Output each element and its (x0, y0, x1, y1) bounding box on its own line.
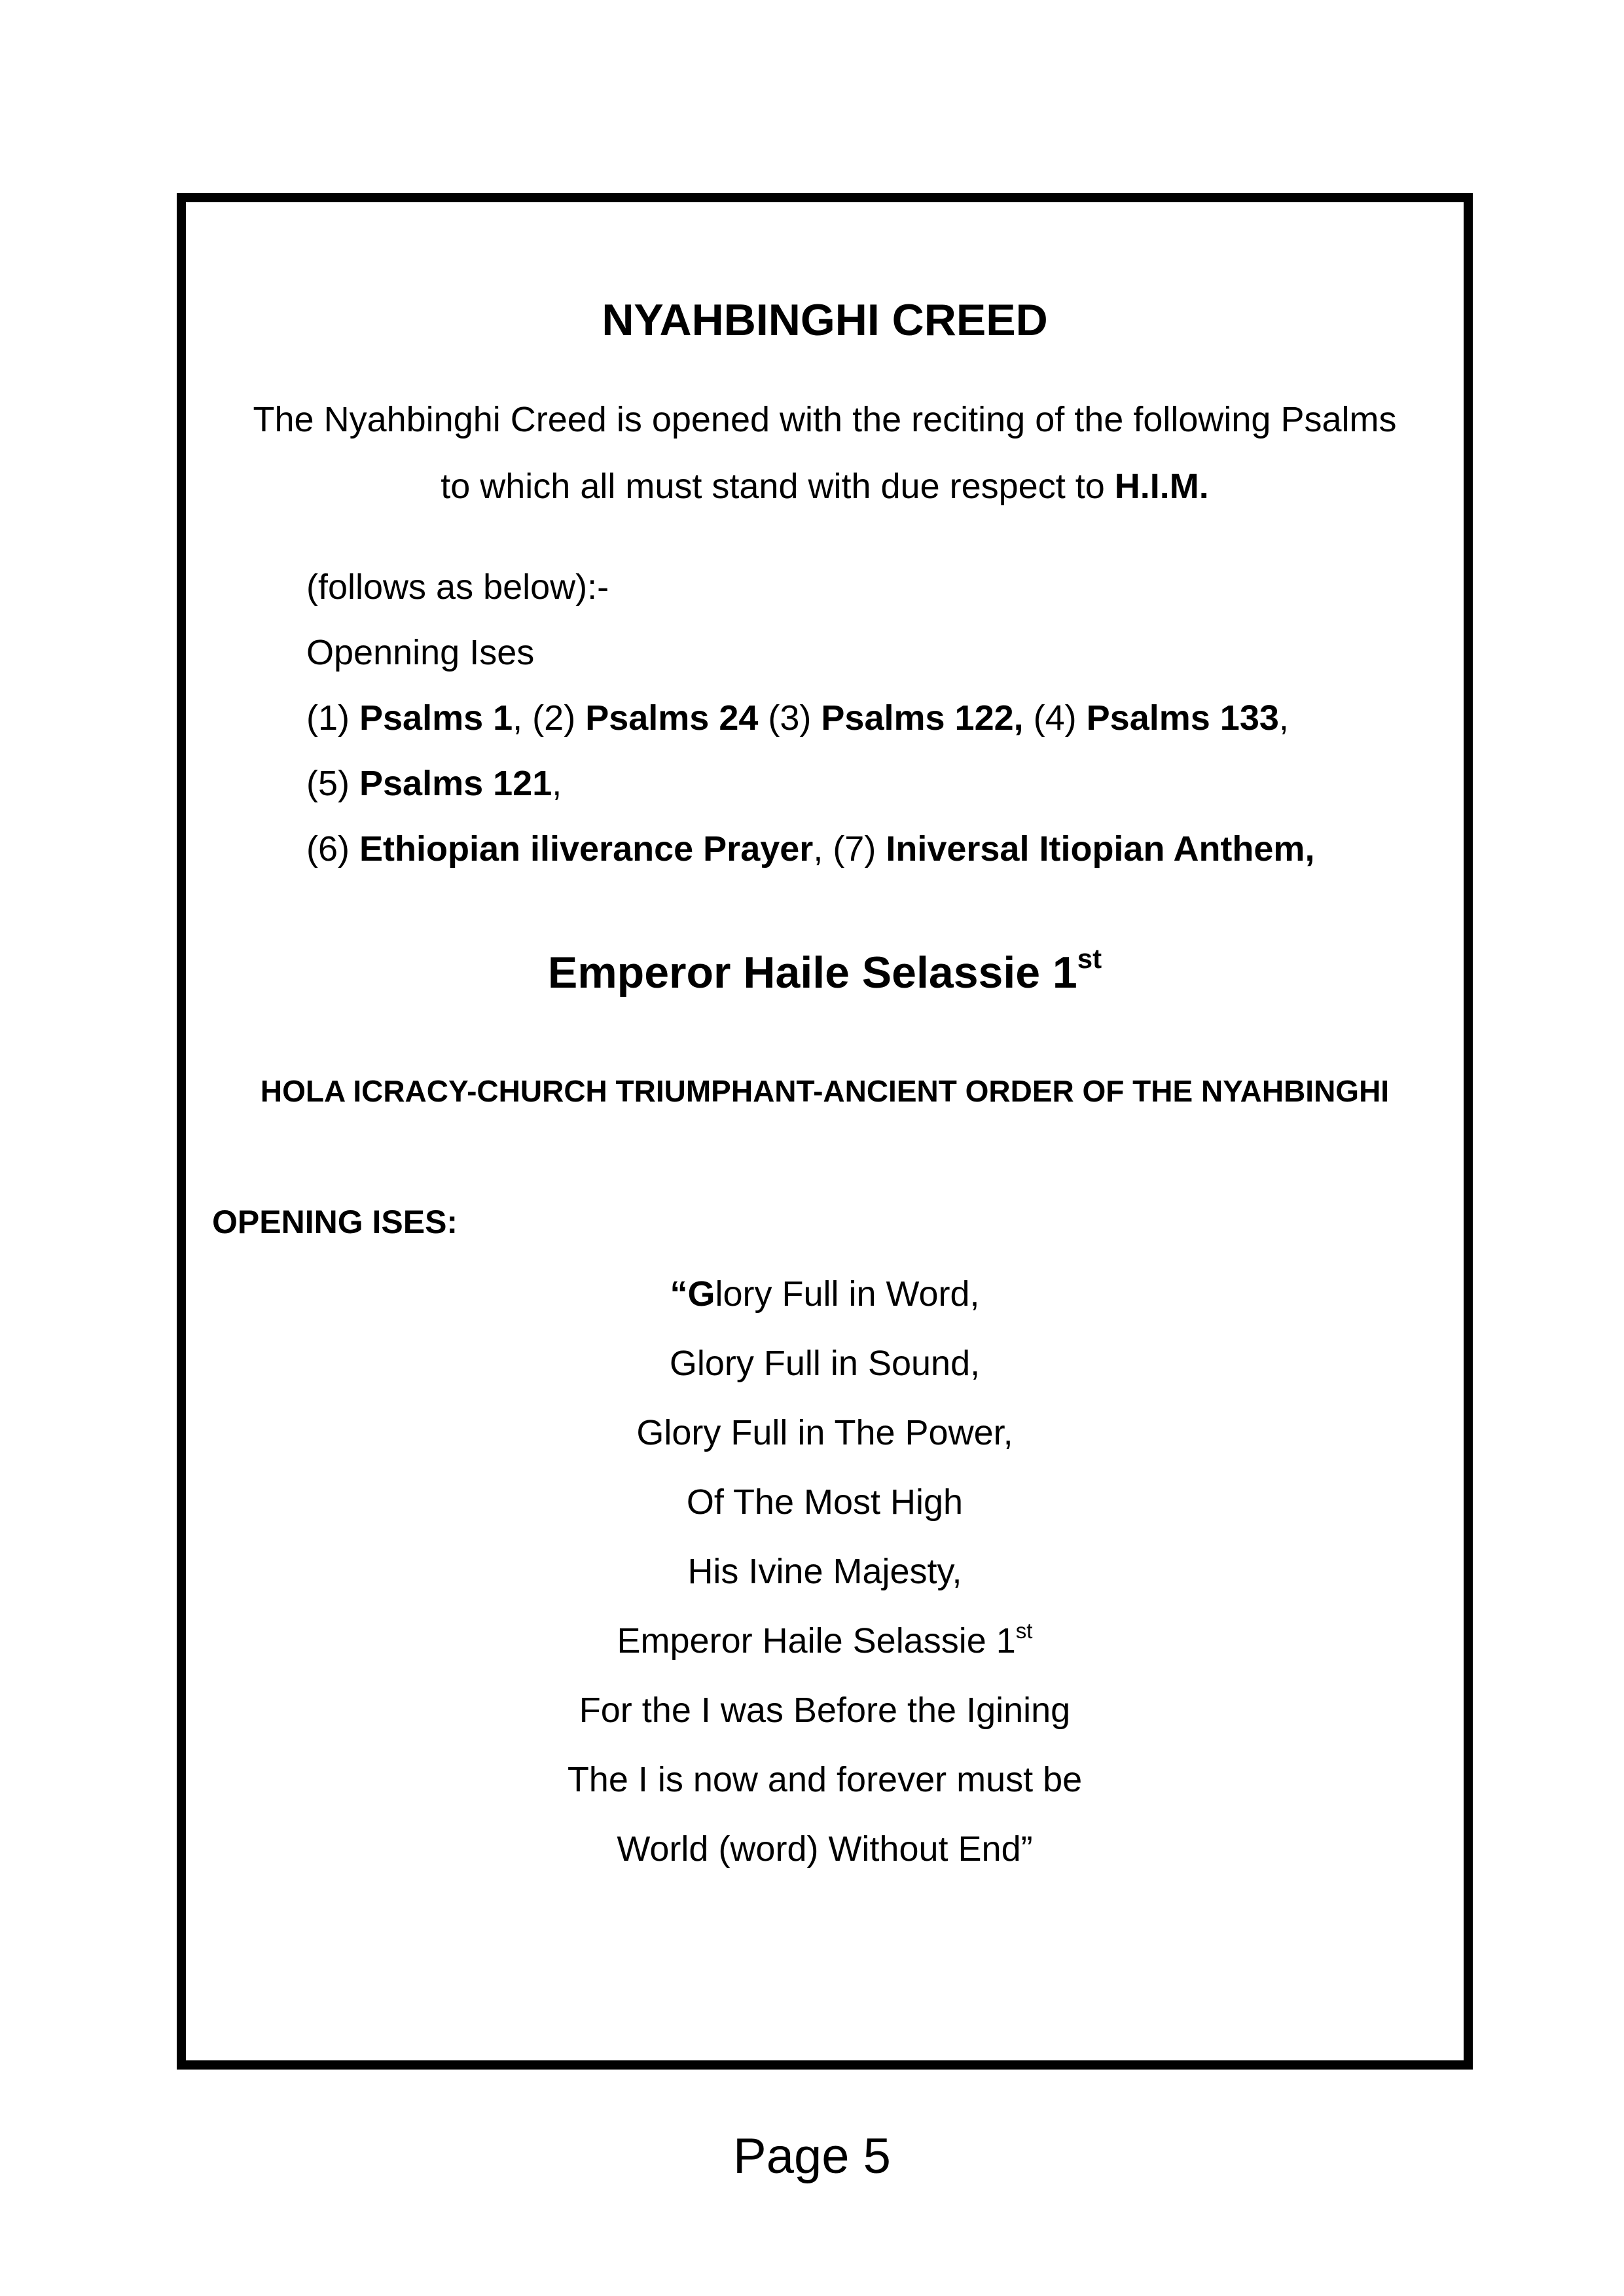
psalms-list-row-2 (306, 762, 562, 804)
list-number: (6) (306, 829, 359, 869)
order-heading: HOLA ICRACY-CHURCH TRIUMPHANT-ANCIENT ORDER OF THE NYAHBINGHI (260, 1074, 1390, 1108)
intro-line-2-text: to which all must stand with due respect to (441, 467, 1115, 506)
psalm-item: Psalms 122, (821, 698, 1024, 738)
list-number: , (7) (813, 829, 886, 869)
verse-line-9: World (word) Without End” (617, 1829, 1033, 1869)
creed-frame (177, 193, 1473, 2070)
verse-line-6 (186, 1620, 1464, 1666)
intro-line-2 (186, 465, 1464, 507)
list-number: , (2) (513, 698, 586, 738)
verse-line-6-text: Emperor Haile Selassie 1 (617, 1621, 1016, 1660)
psalm-item: Psalms 24 (585, 698, 759, 738)
emperor-heading (186, 943, 1464, 1008)
psalms-list-row-3 (306, 828, 1314, 870)
verse-line-8: The I is now and forever must be (567, 1760, 1083, 1799)
verse-line-3: Glory Full in The Power, (636, 1413, 1013, 1452)
verse-line-1-text: lory Full in Word, (715, 1274, 980, 1314)
list-number: (5) (306, 764, 359, 803)
psalm-item: Psalms 1 (359, 698, 513, 738)
prayer-item: Ethiopian iliverance Prayer (359, 829, 814, 869)
page-number: Page 5 (733, 2128, 891, 2184)
psalm-item: Psalms 121 (359, 764, 552, 803)
anthem-item: Iniversal Itiopian Anthem, (886, 829, 1315, 869)
verse-line-4: Of The Most High (686, 1482, 964, 1522)
emperor-heading-ordinal: st (1077, 943, 1102, 974)
page-title: NYAHBINGHI CREED (602, 295, 1048, 345)
him-abbreviation: H.I.M. (1114, 467, 1209, 506)
verse-initial: “G (670, 1274, 715, 1314)
opening-ises-heading: OPENING ISES: (212, 1204, 458, 1240)
follows-line: (follows as below):- (306, 567, 609, 607)
verse-line-6-ordinal: st (1015, 1619, 1033, 1643)
openning-ises-line: Openning Ises (306, 633, 535, 672)
verse-line-1 (186, 1273, 1464, 1315)
list-number: (3) (758, 698, 821, 738)
list-punctuation: , (552, 764, 562, 803)
psalms-list-row-1 (306, 697, 1289, 739)
list-punctuation: , (1278, 698, 1289, 738)
list-number: (4) (1023, 698, 1087, 738)
intro-line-1: The Nyahbinghi Creed is opened with the reciting of the following Psalms (253, 400, 1397, 439)
psalm-item: Psalms 133 (1086, 698, 1279, 738)
verse-line-5: His Ivine Majesty, (687, 1552, 962, 1591)
list-number: (1) (306, 698, 359, 738)
emperor-heading-text: Emperor Haile Selassie 1 (547, 948, 1077, 997)
verse-line-7: For the I was Before the Igining (579, 1691, 1071, 1730)
verse-line-2: Glory Full in Sound, (669, 1344, 981, 1383)
